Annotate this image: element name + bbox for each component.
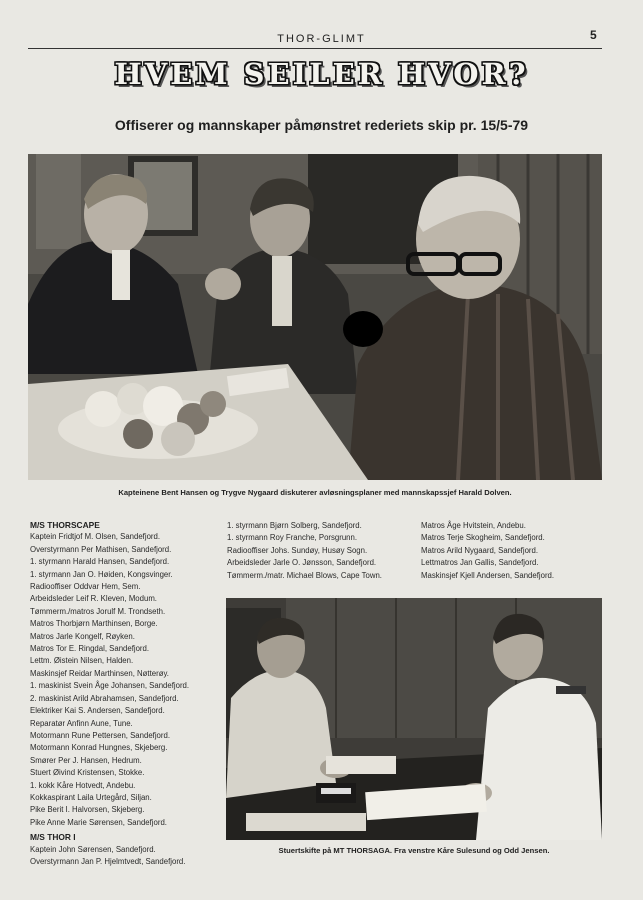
crew-member-entry: Kokkaspirant Laila Urtegård, Siljan. [30,792,152,802]
crew-member-entry: Pike Berit I. Halvorsen, Skjeberg. [30,805,145,815]
crew-member-entry: Lettmatros Jan Gallis, Sandefjord. [421,558,539,568]
crew-member-entry: Kaptein Fridtjof M. Olsen, Sandefjord. [30,532,161,542]
ship-heading: M/S THORSCAPE [30,520,100,530]
crew-member-entry: Reparatør Anfinn Aune, Tune. [30,718,133,728]
crew-member-entry: Motormann Rune Pettersen, Sandefjord. [30,730,170,740]
photo-steward-handover [226,598,602,840]
crew-member-entry: 2. maskinist Arild Abrahamsen, Sandefjord. [30,693,179,703]
crew-member-entry: Kaptein John Sørensen, Sandefjord. [30,844,156,854]
crew-member-entry: Overstyrmann Per Mathisen, Sandefjord. [30,544,172,554]
photo-officers-meeting [28,154,602,480]
crew-member-entry: Matros Jarle Kongelf, Røyken. [30,631,135,641]
crew-list-column-3 [421,520,601,582]
photo-steward-handover-caption: Stuertskifte på MT THORSAGA. Fra venstre Kåre Sulesund og Odd Jensen. [278,846,550,855]
page-subheadline: Offiserer og mannskaper påmønstret rederiets skip pr. 15/5-79 [114,117,529,133]
page-number: 5 [590,28,597,42]
crew-member-entry: Matros Thorbjørn Marthinsen, Borge. [30,619,158,629]
crew-member-entry: Pike Anne Marie Sørensen, Sandefjord. [30,817,167,827]
crew-member-entry: 1. styrmann Bjørn Solberg, Sandefjord. [227,521,362,530]
crew-member-entry: Maskinsjef Reidar Marthinsen, Nøtterøy. [30,668,169,678]
crew-member-entry: 1. kokk Kåre Hotvedt, Andebu. [30,780,136,790]
crew-member-entry: Matros Åge Hvitstein, Andebu. [421,521,526,530]
crew-list-column-1 [30,517,220,868]
crew-member-entry: 1. styrmann Roy Franche, Porsgrunn. [227,533,358,543]
crew-member-entry: Maskinsjef Kjell Andersen, Sandefjord. [421,570,555,580]
ship-heading: M/S THOR I [30,832,76,843]
crew-member-entry: Tømmerm./matr. Michael Blows, Cape Town. [227,570,382,580]
crew-member-entry: Motormann Konrad Hungnes, Skjeberg. [30,743,168,753]
crew-member-entry: Matros Tor E. Ringdal, Sandefjord. [30,644,150,654]
crew-member-entry: Elektriker Kai S. Andersen, Sandefjord. [30,706,165,716]
crew-member-entry: Arbeidsleder Jarle O. Jønsson, Sandefjord. [227,558,377,568]
crew-member-entry: 1. styrmann Jan O. Høiden, Kongsvinger. [30,569,173,579]
crew-member-entry: Radiooffiser Oddvar Hem, Sem. [30,582,141,592]
crew-member-entry: 1. styrmann Harald Hansen, Sandefjord. [30,557,170,567]
crew-member-entry: Overstyrmann Jan P. Hjelmtvedt, Sandefjord. [30,856,186,866]
crew-member-entry: 1. maskinist Svein Åge Johansen, Sandefjord. [30,681,190,691]
crew-member-entry: Smører Per J. Hansen, Hedrum. [30,755,142,765]
page-headline: HVEM SEILER HVOR? [114,57,529,91]
crew-list-column-2 [227,520,412,582]
crew-member-entry: Matros Arild Nygaard, Sandefjord. [421,545,539,555]
crew-member-entry: Stuert Øivind Kristensen, Stokke. [30,768,145,778]
crew-member-entry: Lettm. Øistein Nilsen, Halden. [30,656,134,666]
crew-member-entry: Tømmerm./matros Jorulf M. Trondseth. [30,606,166,616]
header-rule [28,48,602,49]
photo-officers-meeting-caption: Kapteinene Bent Hansen og Trygve Nygaard diskuterer avløsningsplaner med mannskapssjef Harald Dolven. [118,488,512,497]
crew-member-entry: Radiooffiser Johs. Sundøy, Husøy Sogn. [227,545,368,555]
photo-steward-handover-image [226,598,602,840]
running-header-title: THOR-GLIMT [277,33,366,45]
crew-member-entry: Arbeidsleder Leif R. Kleven, Modum. [30,594,157,604]
crew-member-entry: Matros Terje Skogheim, Sandefjord. [421,533,545,543]
photo-officers-meeting-image [28,154,602,480]
